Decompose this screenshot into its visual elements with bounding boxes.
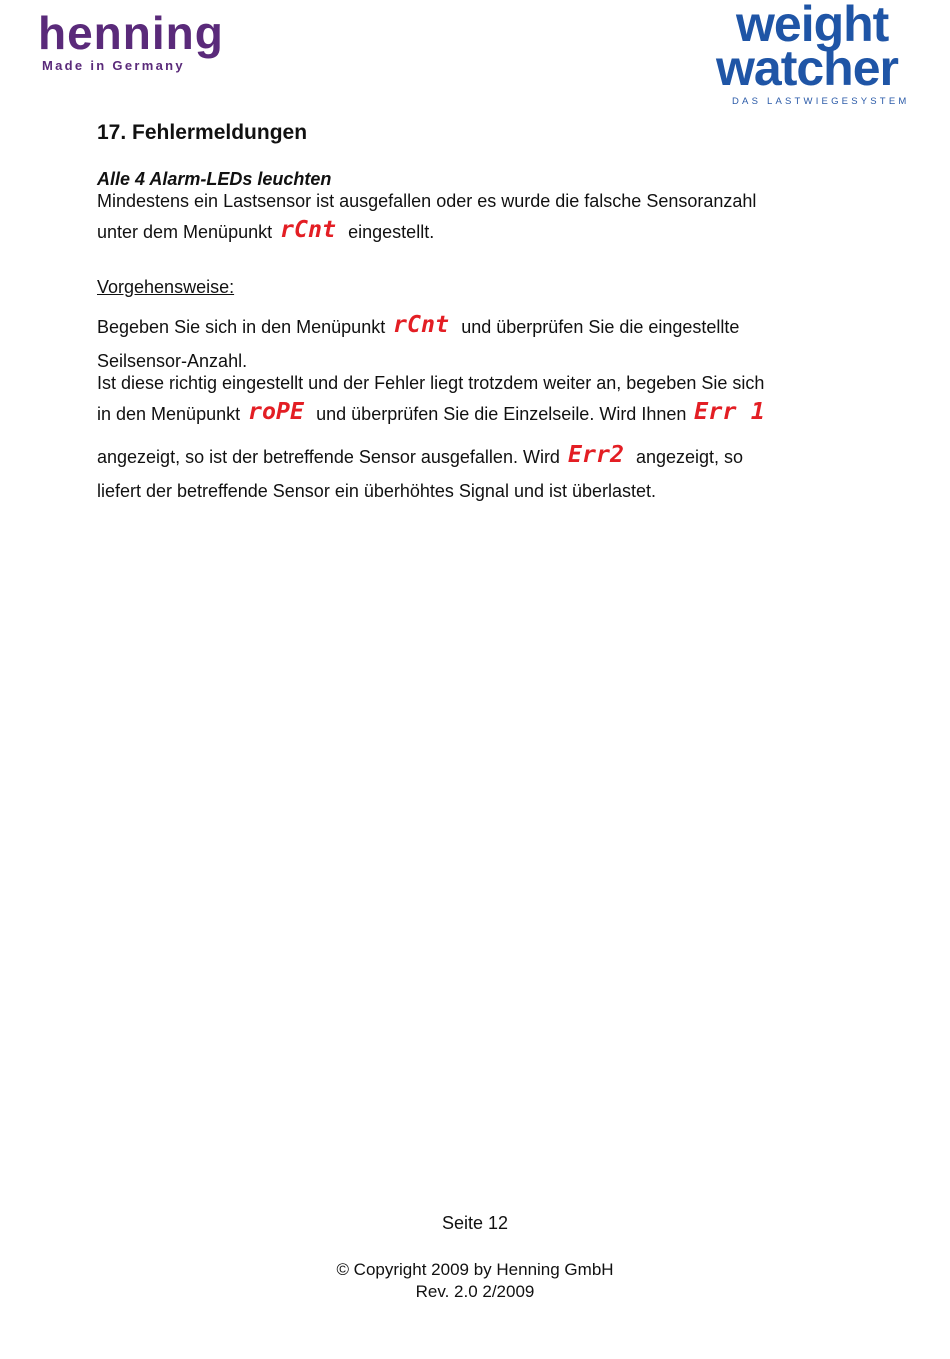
display-code-err1-text: Err 1 [694,399,766,423]
page-number: Seite 12 [441,1213,509,1233]
footer-copyright [0,1259,950,1303]
alarm-subheading: Alle 4 Alarm-LEDs leuchten [97,169,332,189]
display-code-rcnt-text: rCnt [280,217,337,241]
display-code-rope [248,397,308,437]
henning-logo-word: henning [38,7,224,59]
display-code-err2 [568,440,628,480]
display-code-rope-text: roPE [248,399,306,423]
display-code-err2-text: Err2 [567,442,624,466]
display-code-err1 [694,397,769,437]
paragraph-3-line-2: in den Menüpunkt roPE und überprüfen Sie die Einzelseile. Wird Ihnen Err 1 [97,394,857,437]
weight-watcher-logo [716,2,931,107]
logo-word-watcher: watcher [716,40,898,96]
copyright-text: © Copyright 2009 by Henning GmbH [336,1260,614,1279]
paragraph-2-line-2: Seilsensor-Anzahl. [97,351,248,371]
paragraph-3-line-4: liefert der betreffende Sensor ein überhöhtes Signal und ist überlastet. [97,481,657,501]
display-code-rcnt [280,215,340,255]
logo-word-weight: weight [736,0,889,52]
paragraph-3-line-3: angezeigt, so ist der betreffende Sensor ausgefallen. Wird Err2 angezeigt, so [97,437,857,480]
display-code-rcnt-text: rCnt [393,312,450,336]
paragraph-2-line-1: Begeben Sie sich in den Menüpunkt rCnt und überprüfen Sie die eingestellte [97,307,857,350]
paragraph-1-line-2: unter dem Menüpunkt rCnt eingestellt. [97,212,857,255]
henning-logo-tagline: Made in Germany [42,58,185,73]
paragraph-1-line-1: Mindestens ein Lastsensor ist ausgefallen oder es wurde die falsche Sensoranzahl [97,191,757,211]
paragraph-3-line-1: Ist diese richtig eingestellt und der Fehler liegt trotzdem weiter an, begeben Sie sich [97,373,765,393]
henning-logo [38,7,224,73]
logo-tagline: DAS LASTWIEGESYSTEM [732,96,910,107]
section-title: 17. Fehlermeldungen [97,121,308,144]
error-messages-section [97,118,857,502]
revision-text: Rev. 2.0 2/2009 [415,1282,535,1301]
display-code-rcnt [393,310,453,350]
procedure-label: Vorgehensweise: [97,277,235,297]
